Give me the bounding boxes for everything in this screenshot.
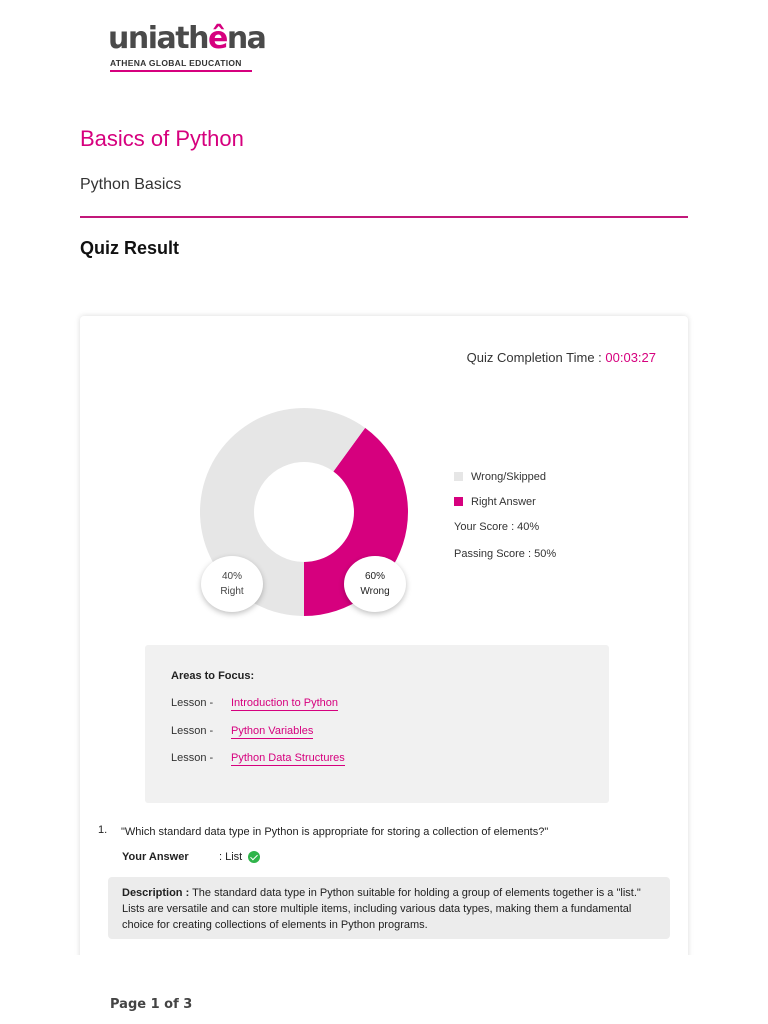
card-page-break bbox=[70, 955, 698, 985]
description-text: The standard data type in Python suitable for holding a group of elements together is a "list." Lists are versatile and can store multiple items, including various data types, making them a fundamental choice for creating collections of elements in Python programs. bbox=[122, 887, 641, 931]
right-text: Right bbox=[220, 586, 244, 597]
legend-swatch-wrong bbox=[454, 472, 463, 481]
chart-label-wrong bbox=[344, 556, 406, 612]
completion-time bbox=[467, 350, 656, 365]
legend-label-wrong: Wrong/Skipped bbox=[471, 470, 547, 483]
focus-lesson-row bbox=[171, 725, 313, 737]
wrong-percent: 60% bbox=[364, 571, 385, 582]
chart-legend bbox=[454, 464, 556, 568]
focus-lesson-row bbox=[171, 752, 345, 764]
legend-item-wrong bbox=[454, 464, 556, 489]
lesson-prefix: Lesson - bbox=[171, 725, 214, 737]
your-answer-label: Your Answer bbox=[122, 851, 189, 863]
your-score: Your Score : 40% bbox=[454, 521, 540, 533]
course-subtitle: Python Basics bbox=[80, 176, 182, 193]
your-answer-value bbox=[219, 851, 260, 863]
answer-text: : List bbox=[219, 851, 243, 863]
logo-tagline: ATHENA GLOBAL EDUCATION bbox=[110, 58, 242, 68]
description-label: Description : bbox=[122, 887, 190, 899]
chart-label-right bbox=[201, 556, 263, 612]
section-title: Quiz Result bbox=[80, 238, 180, 258]
lesson-prefix: Lesson - bbox=[171, 752, 214, 764]
passing-score: Passing Score : 50% bbox=[454, 548, 557, 560]
lesson-link-introduction[interactable]: Introduction to Python bbox=[231, 697, 339, 709]
focus-heading: Areas to Focus: bbox=[171, 670, 255, 682]
correct-check-icon bbox=[248, 851, 260, 863]
lesson-link-variables[interactable]: Python Variables bbox=[231, 725, 314, 737]
page-number: Page 1 of 3 bbox=[110, 997, 193, 1012]
lesson-link-data-structures[interactable]: Python Data Structures bbox=[231, 752, 345, 764]
wrong-text: Wrong bbox=[360, 586, 390, 597]
areas-to-focus-panel bbox=[145, 645, 609, 803]
completion-label: Quiz Completion Time : bbox=[466, 350, 606, 365]
question-text: "Which standard data type in Python is appropriate for storing a collection of elements?" bbox=[121, 826, 549, 838]
right-percent: 40% bbox=[221, 571, 242, 582]
uniathena-logo bbox=[108, 21, 266, 74]
question-number: 1. bbox=[98, 824, 108, 836]
course-title: Basics of Python bbox=[80, 126, 244, 151]
header-divider bbox=[80, 216, 688, 218]
logo-underline bbox=[110, 70, 252, 72]
focus-lesson-row bbox=[171, 697, 338, 709]
completion-time-value: 00:03:27 bbox=[605, 350, 656, 365]
logo-wordmark: uniathêna bbox=[108, 21, 266, 56]
legend-swatch-right bbox=[454, 497, 463, 506]
answer-description bbox=[108, 877, 670, 939]
quiz-result-card bbox=[80, 316, 688, 976]
legend-item-right bbox=[454, 489, 556, 514]
legend-label-right: Right Answer bbox=[471, 495, 536, 508]
lesson-prefix: Lesson - bbox=[171, 697, 214, 709]
